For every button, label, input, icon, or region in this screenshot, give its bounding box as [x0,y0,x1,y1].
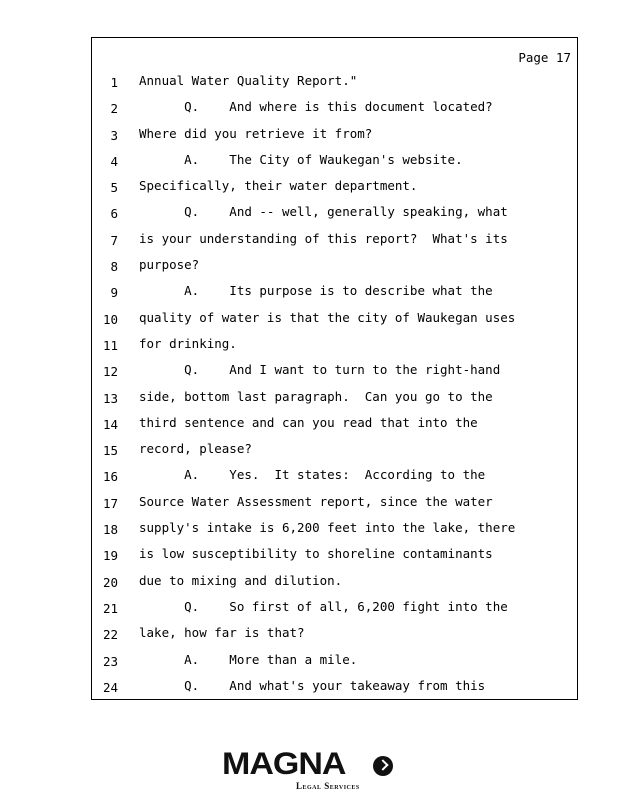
line-number: 20 [102,574,118,590]
line-number: 24 [102,679,118,695]
line-number: 16 [102,469,118,485]
transcript-line [92,492,577,518]
transcript-page [91,37,578,700]
transcript-line [92,97,577,123]
line-text: A. More than a mile. [139,651,358,667]
line-text: Q. And where is this document located? [139,99,493,115]
transcript-line [92,518,577,544]
line-text: A. The City of Waukegan's website. [139,151,463,167]
line-number: 8 [110,259,118,275]
line-number: 2 [110,101,118,117]
line-text: side, bottom last paragraph. Can you go to the [139,388,493,404]
transcript-line [92,334,577,360]
arrow-circle-icon [373,756,393,776]
line-text: Source Water Assessment report, since the water [139,493,493,509]
line-text: Q. And -- well, generally speaking, what [139,204,508,220]
page-number-label: Page 17 [518,50,571,65]
line-number: 10 [102,311,118,327]
transcript-line [92,676,577,702]
line-number: 11 [102,337,118,353]
transcript-line [92,571,577,597]
line-text: Q. And what's your takeaway from this [139,677,486,693]
transcript-line [92,150,577,176]
line-number: 7 [110,232,118,248]
transcript-line [92,597,577,623]
line-number: 12 [102,364,118,380]
line-number: 19 [102,548,118,564]
line-number: 9 [110,285,118,301]
line-text: Annual Water Quality Report." [139,73,358,88]
line-text: record, please? [139,441,252,457]
line-text: Where did you retrieve it from? [139,125,373,141]
transcript-line [92,176,577,202]
transcript-line [92,202,577,228]
transcript-line [92,255,577,281]
line-text: Q. So first of all, 6,200 fight into the [139,598,508,614]
line-text: is your understanding of this report? What's its [139,230,508,246]
line-number: 13 [102,390,118,406]
transcript-line [92,650,577,676]
transcript-line [92,387,577,413]
transcript-line [92,465,577,491]
line-text: third sentence and can you read that into the [139,414,478,430]
line-number: 3 [110,127,118,143]
line-text: Q. And I want to turn to the right-hand [139,362,501,378]
line-number: 1 [110,75,118,90]
line-number: 23 [102,653,118,669]
logo-wordmark: MAGNA [222,746,346,782]
transcript-line [92,308,577,334]
transcript-line [92,623,577,649]
line-number: 5 [110,180,118,196]
line-text: quality of water is that the city of Waukegan uses [139,309,516,325]
line-number: 22 [102,627,118,643]
logo-subtitle: Legal Services [296,781,360,791]
transcript-line [92,413,577,439]
line-number: 17 [102,495,118,511]
line-text: Specifically, their water department. [139,178,418,194]
line-text: A. Yes. It states: According to the [139,467,486,483]
transcript-lines [92,71,577,702]
transcript-line [92,124,577,150]
transcript-line [92,544,577,570]
line-number: 14 [102,416,118,432]
line-text: due to mixing and dilution. [139,572,343,588]
line-number: 6 [110,206,118,222]
line-number: 18 [102,522,118,538]
line-number: 4 [110,153,118,169]
magna-logo [222,748,397,792]
line-text: is low susceptibility to shoreline contaminants [139,546,493,562]
line-text: for drinking. [139,335,237,351]
transcript-line [92,71,577,97]
transcript-line [92,229,577,255]
line-text: purpose? [139,257,200,273]
transcript-line [92,360,577,386]
transcript-line [92,439,577,465]
line-text: supply's intake is 6,200 feet into the lake, there [139,520,516,536]
line-number: 21 [102,600,118,616]
line-number: 15 [102,443,118,459]
line-text: A. Its purpose is to describe what the [139,283,493,299]
line-text: lake, how far is that? [139,625,305,641]
transcript-line [92,281,577,307]
